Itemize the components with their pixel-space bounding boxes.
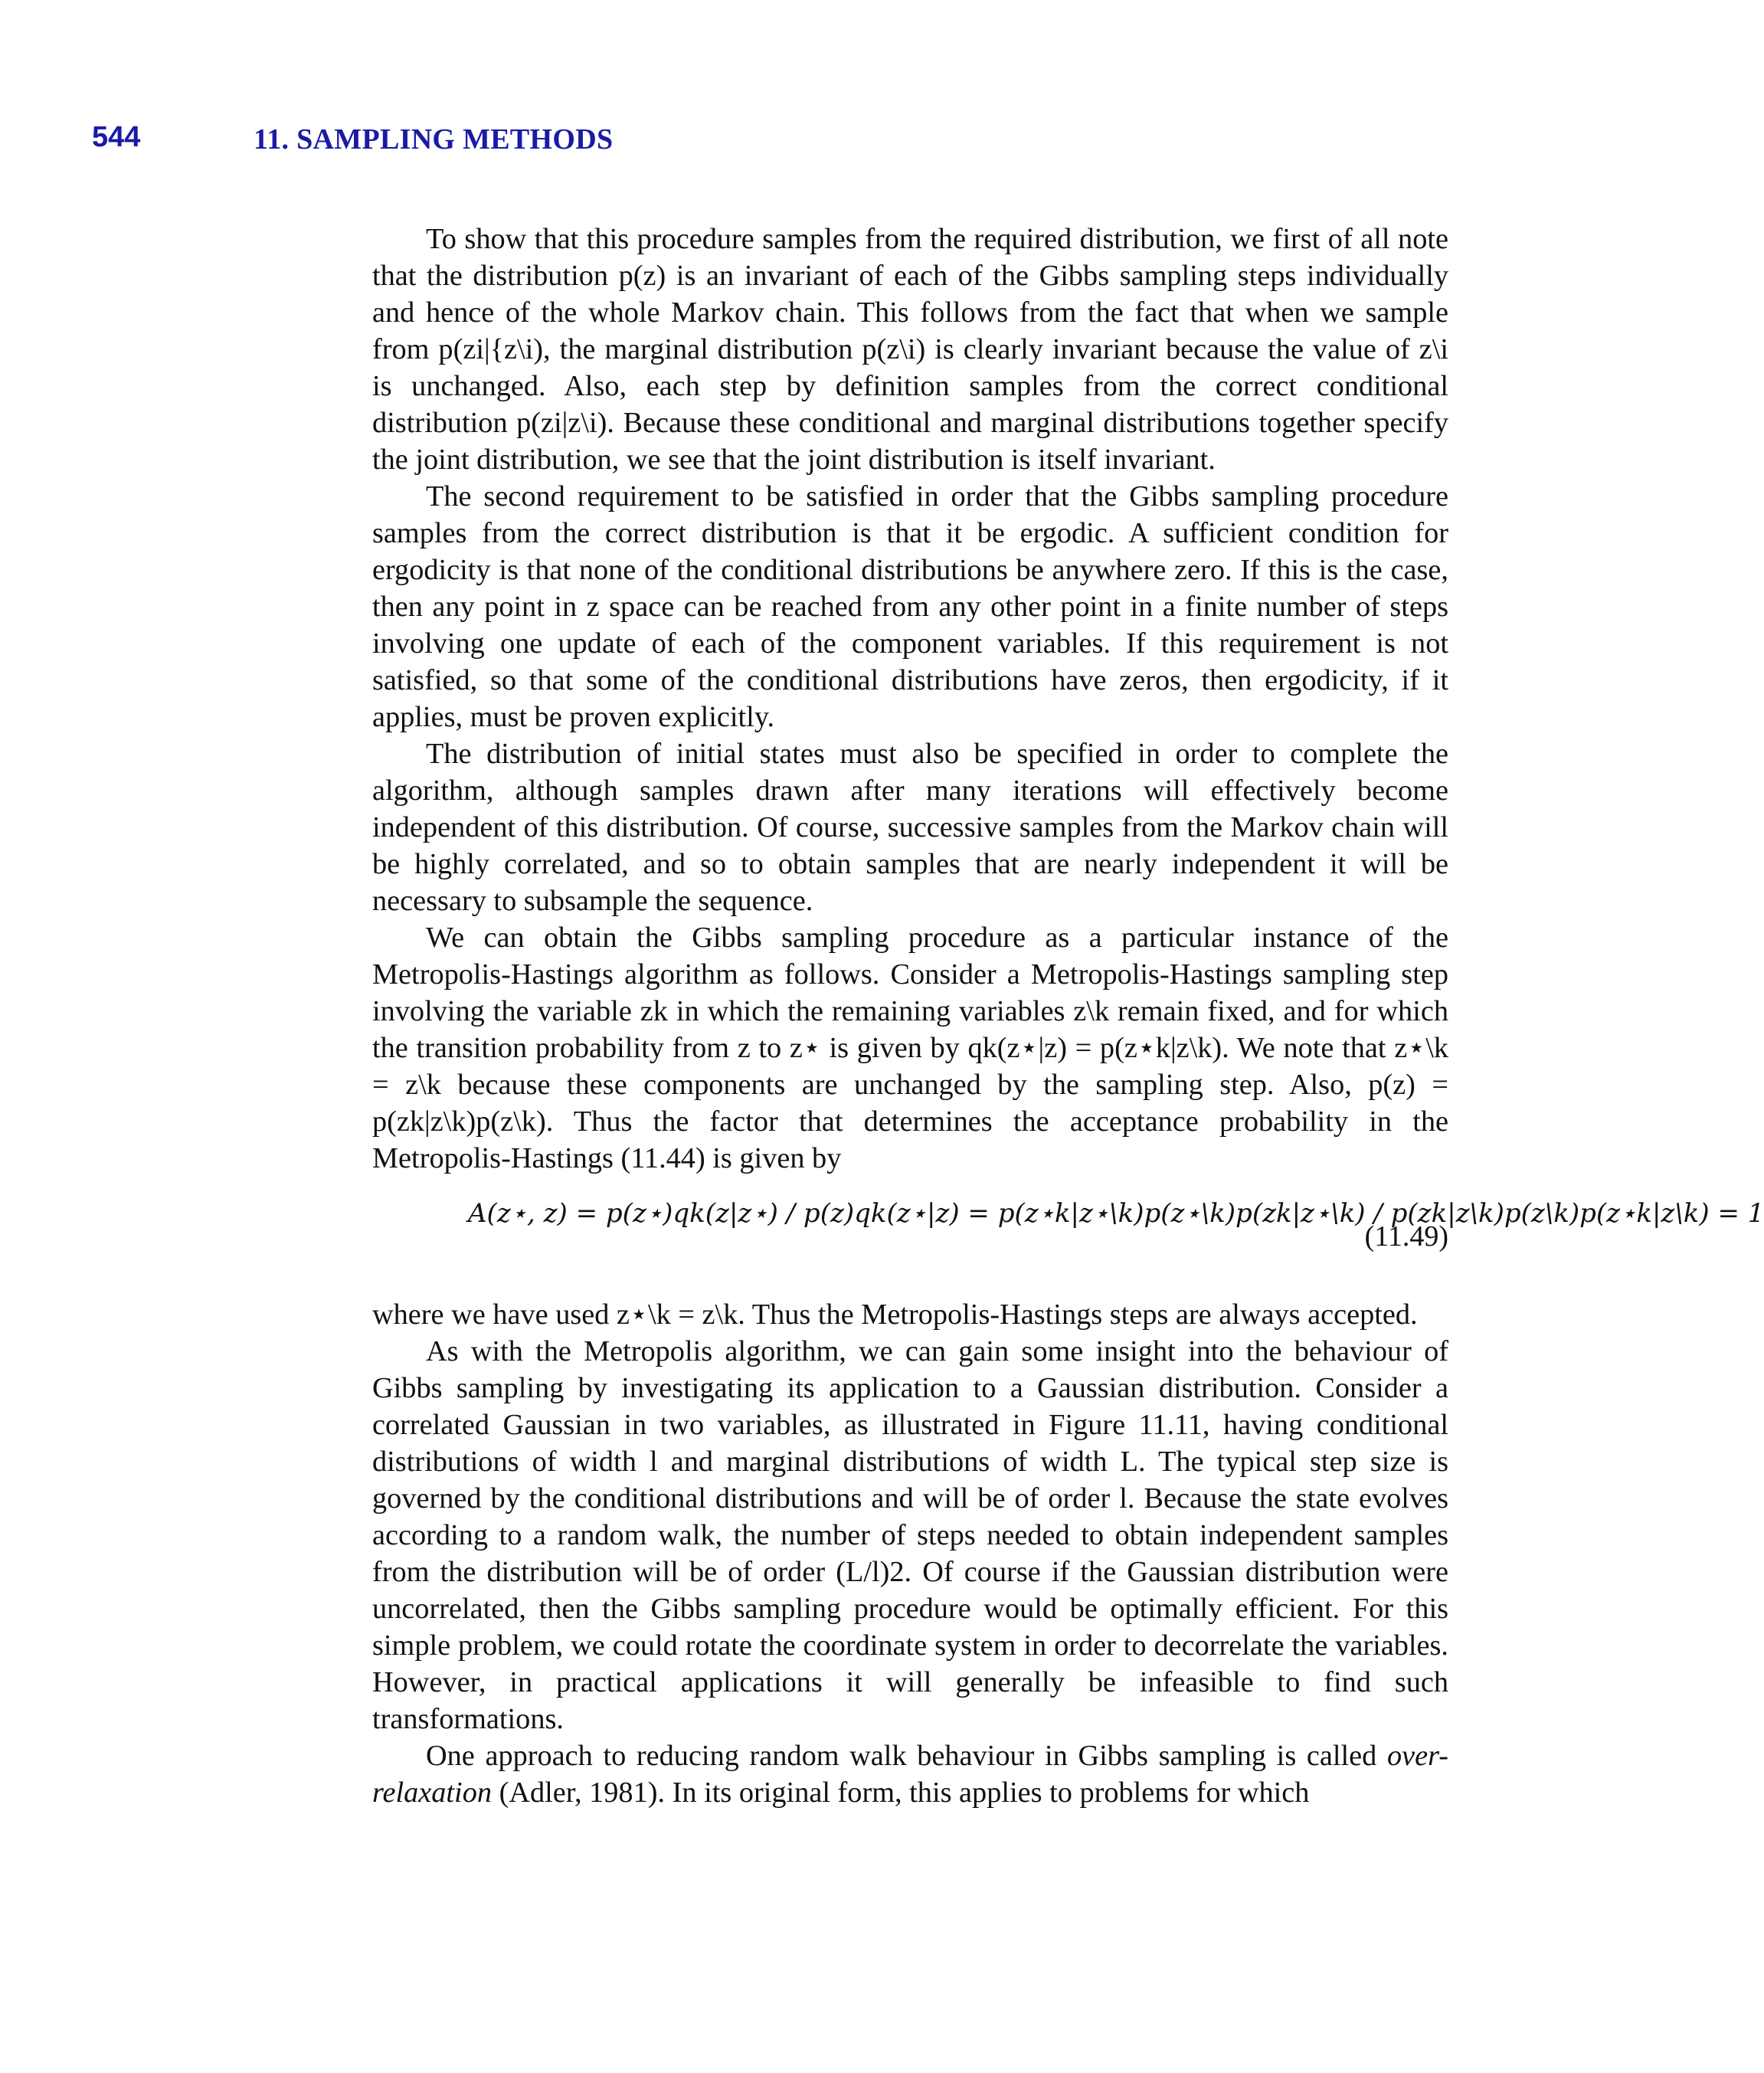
body-text (372, 221, 1764, 1811)
paragraph-initial-states: The distribution of initial states must also be specified in order to complete the algorithm, although samples drawn after many iterations will effectively become independent of this distribution. Of course, successive samples from the Markov chain will be highly correlated, and so to obtain samples that are nearly independent it will be necessary to subsample the sequence. (372, 738, 1448, 917)
over-relaxation-text: One approach to reducing random walk behaviour in Gibbs sampling is called over-relaxation (Adler, 1981). In its original form, this applies to problems for which (372, 1740, 1448, 1809)
paragraph-ergodicity: The second requirement to be satisfied in order that the Gibbs sampling procedure samples from the correct distribution is that it be ergodic. A sufficient condition for ergodicity is that none of the conditional distributions be anywhere zero. If this is the case, then any point in z space can be reached from any other point in a finite number of steps involving one update of each of the component variables. If this requirement is not satisfied, so that some of the conditional distributions have zeros, then ergodicity, if it applies, must be proven explicitly. (372, 480, 1448, 733)
equation-11-49 (372, 1181, 1764, 1296)
paragraph-over-relaxation (372, 1737, 1448, 1811)
paragraph-invariance: To show that this procedure samples from the required distribution, we first of all note that the distribution p(z) is an invariant of each of the Gibbs sampling steps individually and hence of the whole Markov chain. This follows from the fact that when we sample from p(zi|{z\i), the marginal distribution p(z\i) is clearly invariant because the value of z\i is unchanged. Also, each step by definition samples from the correct conditional distribution p(zi|z\i). Because these conditional and marginal distributions together specify the joint distribution, we see that the joint distribution is itself invariant. (372, 223, 1448, 476)
over-relaxation-emphasis: over-relaxation (372, 1740, 1448, 1809)
running-header (92, 121, 1471, 167)
equation-body: A(z⋆, z) = p(z⋆)qk(z|z⋆) / p(z)qk(z⋆|z) = p(z⋆k|z⋆\k)p(z⋆\k)p(zk|z⋆\k) / p(zk|z\k)p(z\k)p(z⋆k|z\k) = 1 (468, 1198, 1764, 1229)
chapter-title: 11. SAMPLING METHODS (254, 123, 614, 156)
paragraph-accepted: where we have used z⋆\k = z\k. Thus the Metropolis-Hastings steps are always accepted. (372, 1298, 1418, 1331)
paragraph-metropolis-hastings: We can obtain the Gibbs sampling procedure as a particular instance of the Metropolis-Hastings algorithm as follows. Consider a Metropolis-Hastings sampling step involving the variable zk in which the remaining variables z\k remain fixed, and for which the transition probability from z to z⋆ is given by qk(z⋆|z) = p(z⋆k|z\k). We note that z⋆\k = z\k because these components are unchanged by the sampling step. Also, p(z) = p(zk|z\k)p(z\k). Thus the factor that determines the acceptance probability in the Metropolis-Hastings (11.44) is given by (372, 922, 1448, 1174)
equation-label: (11.49) (1364, 1220, 1448, 1253)
paragraph-gaussian-example: As with the Metropolis algorithm, we can gain some insight into the behaviour of Gibbs sampling by investigating its application to a Gaussian distribution. Consider a correlated Gaussian in two variables, as illustrated in Figure 11.11, having conditional distributions of width l and marginal distributions of width L. The typical step size is governed by the conditional distributions and will be of order l. Because the state evolves according to a random walk, the number of steps needed to obtain independent samples from the distribution will be of order (L/l)2. Of course if the Gaussian distribution were uncorrelated, then the Gibbs sampling procedure would be optimally efficient. For this simple problem, we could rotate the coordinate system in order to decorrelate the variables. However, in practical applications it will generally be infeasible to find such transformations. (372, 1335, 1448, 1735)
page-number: 544 (92, 121, 141, 153)
